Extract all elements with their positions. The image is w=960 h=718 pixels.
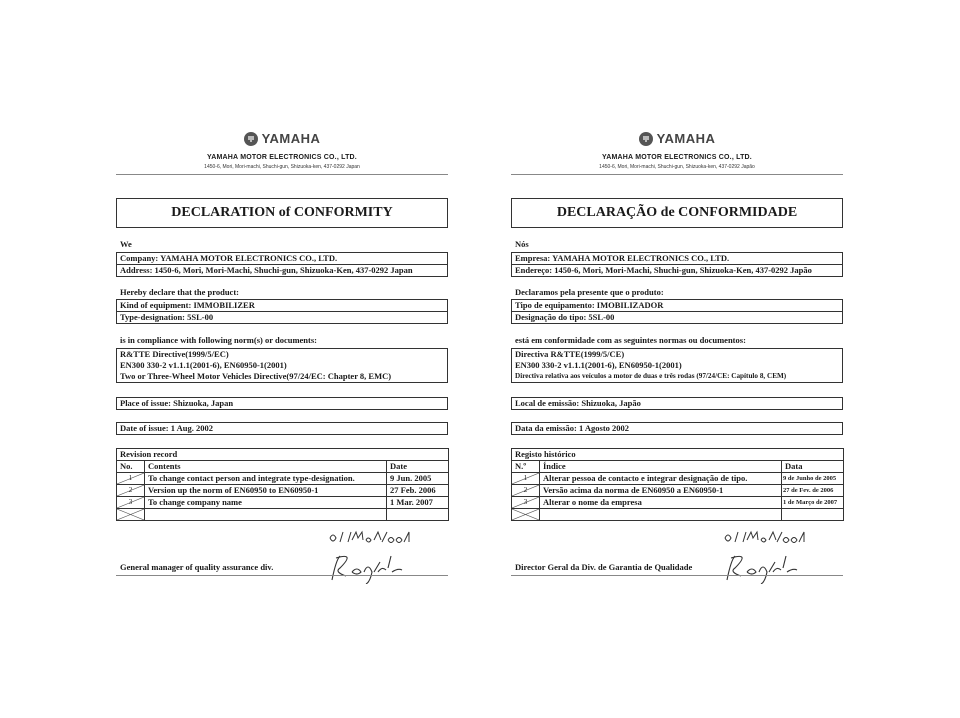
place-box [116,397,448,410]
row-number: 1 [117,473,145,485]
letterhead-address: 1450-6, Mori, Mori-machi, Shuchi-gun, Shizuoka-ken, 437-0292 Japão [599,164,755,170]
row-contents [540,509,782,521]
revision-title: Revision record [117,449,449,461]
type-line: Type-designation: 5SL-00 [117,311,447,323]
row-contents: Alterar o nome da empresa [540,497,782,509]
table-row [117,485,449,497]
date-box [511,422,843,435]
company-line: Company: YAMAHA MOTOR ELECTRONICS CO., LTD. [120,253,338,263]
compliance-label: is in compliance with following norm(s) or documents: [120,335,317,345]
header-divider [116,174,448,175]
revision-header [117,461,449,473]
row-contents: Version up the norm of EN60950 to EN60950-1 [145,485,387,497]
address-line: Address: 1450-6, Mori, Mori-Machi, Shuchi-gun, Shizuoka-Ken, 437-0292 Japan [117,264,447,276]
row-number: 3 [117,497,145,509]
header-no: N.º [512,461,540,473]
row-contents: Versão acima da norma de EN60950 a EN60950-1 [540,485,782,497]
equipment-line: Tipo de equipamento: IMOBILIZADOR [515,300,664,310]
footer-divider [116,575,448,576]
date-line: Data da emissão: 1 Agosto 2002 [515,423,630,433]
place-line: Place of issue: Shizuoka, Japan [120,398,234,408]
place-box [511,397,843,410]
footer-divider [511,575,843,576]
letterhead-company: YAMAHA MOTOR ELECTRONICS CO., LTD. [602,154,752,161]
date-line: Date of issue: 1 Aug. 2002 [120,423,214,433]
row-date: 1 de Março de 2007 [782,497,844,509]
row-number: 2 [512,485,540,497]
place-line: Local de emissão: Shizuoka, Japão [515,398,641,408]
norm-line: EN300 330-2 v1.1.1(2001-6), EN60950-1(2001) [515,360,682,370]
header-contents: Índice [540,461,782,473]
revision-table [116,448,449,521]
document-title: DECLARAÇÃO de CONFORMIDADE [511,198,843,228]
header-date: Date [387,461,449,473]
yamaha-logo [511,131,843,146]
company-box [511,252,843,277]
address-line: Endereço: 1450-6, Mori, Mori-Machi, Shuchi-gun, Shizuoka-Ken, 437-0292 Japão [512,264,842,276]
row-contents: To change contact person and integrate type-designation. [145,473,387,485]
date-box [116,422,448,435]
declare-label: Hereby declare that the product: [120,287,239,297]
company-line: Empresa: YAMAHA MOTOR ELECTRONICS CO., LTD. [515,253,730,263]
revision-title: Registo histórico [512,449,844,461]
row-number [512,509,540,521]
header-contents: Contents [145,461,387,473]
row-number: 3 [512,497,540,509]
header-divider [511,174,843,175]
table-row [117,473,449,485]
yamaha-logo [116,131,448,146]
row-date [782,509,844,521]
norms-box [511,348,843,383]
equipment-line: Kind of equipment: IMMOBILIZER [120,300,255,310]
product-box [116,299,448,324]
tuning-fork-icon [639,132,653,146]
table-row-empty [512,509,844,521]
row-date: 27 Feb. 2006 [387,485,449,497]
norm-line: EN300 330-2 v1.1.1(2001-6), EN60950-1(2001) [120,360,287,370]
revision-table [511,448,844,521]
norm-line: Directiva R&TTE(1999/5/CE) [515,349,625,359]
row-contents [145,509,387,521]
letterhead-company: YAMAHA MOTOR ELECTRONICS CO., LTD. [207,154,357,161]
norm-line: Two or Three-Wheel Motor Vehicles Directive(97/24/EC: Chapter 8, EMC) [120,371,392,381]
product-box [511,299,843,324]
tuning-fork-icon [244,132,258,146]
header-date: Data [782,461,844,473]
norms-box [116,348,448,383]
row-number [117,509,145,521]
row-date [387,509,449,521]
letterhead-address: 1450-6, Mori, Mori-machi, Shuchi-gun, Shizuoka-ken, 437-0292 Japan [204,164,360,170]
norm-line: R&TTE Directive(1999/5/EC) [120,349,229,359]
revision-header [512,461,844,473]
compliance-label: está em conformidade com as seguintes normas ou documentos: [515,335,746,345]
brand-wordmark: YAMAHA [261,131,321,146]
we-label: We [120,239,132,249]
row-contents: To change company name [145,497,387,509]
type-line: Designação do tipo: 5SL-00 [512,311,842,323]
row-number: 1 [512,473,540,485]
document-title: DECLARATION of CONFORMITY [116,198,448,228]
row-contents: Alterar pessoa de contacto e integrar designação de tipo. [540,473,782,485]
norm-line: Directiva relativa aos veículos a motor de duas e três rodas (97/24/CE: Capítulo 8, CEM) [515,372,787,380]
signatory-title: Director Geral da Div. de Garantia de Qualidade [515,562,693,572]
row-number: 2 [117,485,145,497]
table-row [512,485,844,497]
we-label: Nós [515,239,529,249]
row-date: 9 de Junho de 2005 [782,473,844,485]
company-box [116,252,448,277]
row-date: 1 Mar. 2007 [387,497,449,509]
declare-label: Declaramos pela presente que o produto: [515,287,664,297]
table-row [512,497,844,509]
table-row [117,497,449,509]
table-row [512,473,844,485]
row-date: 9 Jun. 2005 [387,473,449,485]
row-date: 27 de Fev. de 2006 [782,485,844,497]
header-no: No. [117,461,145,473]
signatory-title: General manager of quality assurance div. [120,562,274,572]
brand-wordmark: YAMAHA [656,131,716,146]
table-row-empty [117,509,449,521]
